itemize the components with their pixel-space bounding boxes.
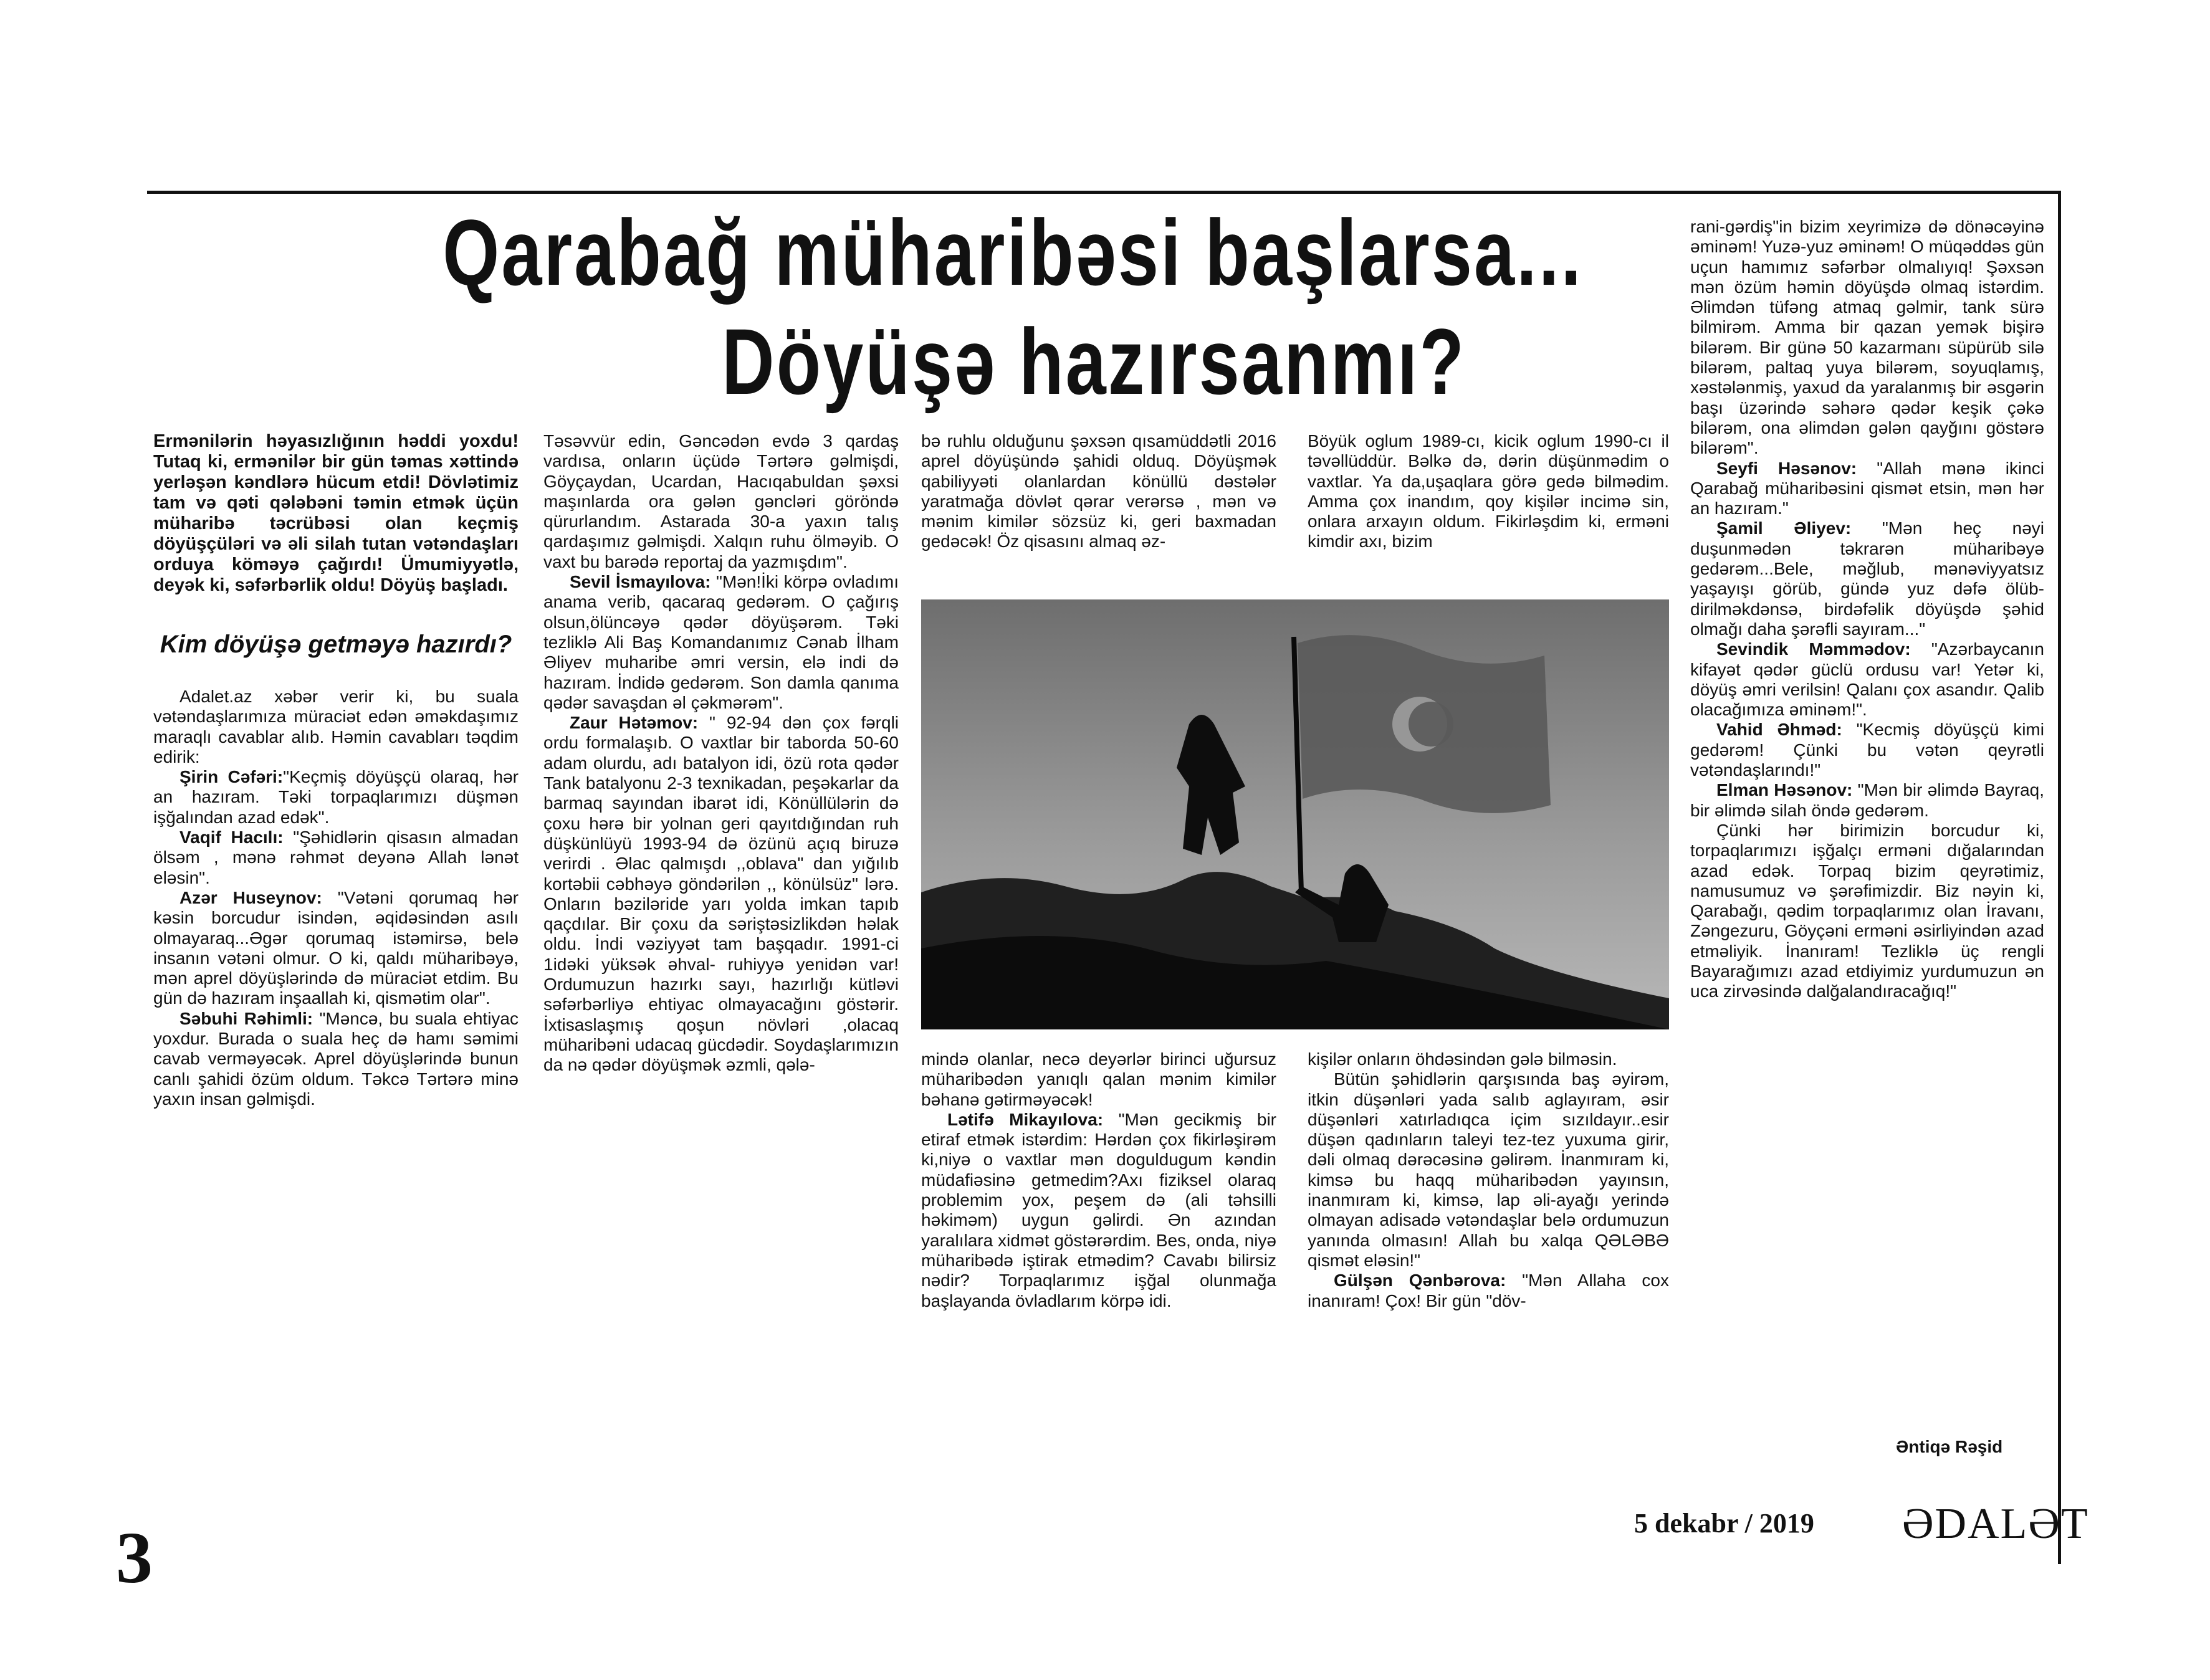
paragraph: bə ruhlu olduğunu şəxsən qısamüddətli 2016 aprel döyüşündə şahidi olduq. Döyüşmək qabiliyyəti olanlardan könüllü dəstələr yaratmağa dövlət qərar verərsə , mən və mənim kimilər sözsüz ki, geri baxmadan gedəcək! Öz qisasını almaq əz- bbox=[921, 431, 1276, 551]
speaker-name: Səbuhi Rəhimli: bbox=[179, 1008, 313, 1028]
answer-text: "Azərbaycanın kifayət qədər güclü ordusu var! Yetər ki, döyüş əmri verilsin! Qalanı çox asandır. Qalib olacağımıza əminəm!". bbox=[1690, 639, 2044, 720]
answer-text: "Məncə, bu suala ehtiyac yoxdur. Burada o suala heç də hamı səmimi cavab verməyəcək. Aprel döyüşlərində bunun canlı şahidi özüm oldum. Təkcə Tərtərə minə yaxın insan gəlmişdi. bbox=[153, 1008, 519, 1109]
photo-soldiers-raising-flag bbox=[921, 599, 1669, 1029]
answer bbox=[921, 1110, 1276, 1311]
speaker-name: Sevindik Məmmədov: bbox=[1716, 639, 1911, 659]
answer-text: "Mən heç nəyi duşunmədən təkrarən müharibəyə gedərəm...Bele, məğlub, mənəviyyatsız yaşayışı görüb, gündə yuz dəfə ölüb-dirilməkdənsə, birdəfəlik döyüşdə şəhid olmağı daha şərəfli sayıram..." bbox=[1690, 518, 2044, 639]
answer bbox=[153, 888, 519, 1009]
speaker-name: Şirin Cəfəri: bbox=[179, 767, 284, 787]
answer bbox=[1690, 518, 2044, 639]
answer bbox=[543, 572, 899, 713]
answer-text: "Vətəni qorumaq hər kəsin borcudur isindən, əqidəsindən asılı olmayaraq...Əgər qorumaq istəmirsə, belə insanın vətəni olmur. O ki, qaldı müharibəyə, mən aprel döyüşlərində də müraciət etdim. Bu gün də hazıram inşaallah ki, qismətim olar". bbox=[153, 887, 519, 1008]
answer bbox=[153, 828, 519, 888]
answer bbox=[153, 1009, 519, 1109]
paragraph: kişilər onların öhdəsindən gələ bilməsin. bbox=[1308, 1049, 1617, 1069]
answer bbox=[1308, 1271, 1669, 1311]
author-signature: Əntiqə Rəşid bbox=[1896, 1437, 2003, 1456]
paragraph: Böyük oglum 1989-cı, kicik oglum 1990-cı il təvəllüddür. Bəlkə də, dərin düşünmədim o vaxtlar. Ya da,uşaqlara görə gedə bilmədim. Amma çox inandım, qoy kişilər incimə sin, onlara arxayın oldum. Fikirləşdim ki, erməni kimdir axı, bizim bbox=[1308, 431, 1669, 551]
paragraph: rani-gərdiş"in bizim xeyrimizə də dönəcəyinə əminəm! Yuzə-yuz əminəm! O müqəddəs gün uçun hamımız səfərbər olmalıyıq! Şəxsən mən özüm həmin döyüşdə olmaq istərdim. Əlimdən tüfəng atmaq gəlmir, tank sürə bilmirəm. Amma bir qazan yemək bişirə bilərəm. Bir günə 50 kazarmanı süpürüb silə bilərəm, paltaq yuya bilərəm, soyuqlamış, xəstələnmiş, yaxud da yaralanmış bir əsgərin başı üzərində səhərə qədər keşik çəkə bilərəm, ona əlimdən gələn qayğını göstərə bilərəm". bbox=[1690, 217, 2044, 458]
answer-text: "Kecmiş döyüşçü kimi gedərəm! Çünki bu vətən qeyrətli vətəndaşlarındı!" bbox=[1690, 720, 2044, 780]
top-rule bbox=[147, 191, 2059, 194]
column-1 bbox=[153, 431, 519, 1109]
newspaper-masthead: ƏDALƏT bbox=[1902, 1500, 2089, 1548]
headline-line-1: Qarabağ müharibəsi başlarsa... bbox=[442, 200, 1584, 305]
paragraph: Təsəvvür edin, Gəncədən evdə 3 qardaş vardısa, onların üçüdə Tərtərə gəlmişdi, Göyçaydan, Ucardan, Hacıqabuldan şəxsi maşınlarda ora gələn gəncləri göröndə qürurlandım. Astarada 30-a yaxın talış qardaşımız gəlmişdi. Xalqın ruhu ölməyib. O vaxt bu barədə reportaj da yazmışdım". bbox=[543, 431, 899, 571]
paragraph: Çünki hər birimizin borcudur ki, torpaqlarımızı işğalçı erməni dığalarından azad edək. Torpaq bizim qeyrətimiz, namusumuz və şərəfimizdir. Biz nəyin ki, Qarabağı, qədim torpaqlarımız olan İravanı, Zəngezuru, Göyçəni erməni əsirliyindən azad etməliyik. İnanıram! Tezliklə üç rengli Bayarağımızı azad etdiyimiz yurdumuzun ən uca zirvəsində dalğalandıracağıq!" bbox=[1690, 820, 2044, 1001]
speaker-name: Gülşən Qənbərova: bbox=[1334, 1271, 1506, 1291]
answer-text: "Şəhidlərin qisasın almadan ölsəm , mənə rəhmət deyənə Allah lənət eləsin". bbox=[153, 828, 519, 887]
answer-text: "Mən Allaha cox inanıram! Çox! Bir gün "döv- bbox=[1308, 1271, 1669, 1310]
headline bbox=[147, 198, 1751, 416]
speaker-name: Lətifə Mikayılova: bbox=[947, 1109, 1104, 1129]
answer bbox=[1690, 639, 2044, 720]
paragraph: Bütün şəhidlərin qarşısında baş əyirəm, itkin düşənləri yada salıb aglayıram, əsir düşənləri xatırladıqca içim sızıldayır..esir düşən qadınların taleyi tez-tez yuxuma girir, dəli olmaq dərəcəsinə gəlirəm. İnanmıram ki, kimsə bu haqq müharibədən yayınsın, inanmıram ki, kimsə, lap əli-ayağı yerində olmayan adisadə vətəndaşlar belə ordumuzun yanında olmasın! Allah bu xalqa QƏLƏBƏ qismət eləsin!" bbox=[1308, 1069, 1669, 1270]
column-4-bottom bbox=[1308, 1049, 1669, 1311]
headline-line-2: Döyüşə hazırsanmı? bbox=[722, 309, 1466, 414]
speaker-name: Elman Həsənov: bbox=[1716, 780, 1853, 800]
intro-paragraph: Adalet.az xəbər verir ki, bu suala vətəndaşlarımıza müraciət edən əməkdaşımız maraqlı cavablar alıb. Həmin cavabları təqdim edirik: bbox=[153, 687, 519, 766]
speaker-name: Vahid Əhməd: bbox=[1716, 720, 1842, 740]
answer-text: "Mən bir əlimdə Bayraq, bir əlimdə silah öndə gedərəm. bbox=[1690, 780, 2045, 820]
answer-text: "Mən gecikmiş bir etiraf etmək istərdim: Hərdən çox fikirləşirəm ki,niyə o vaxtlar mən doguldugum kəndin müdafiəsinə getmedim?Axı fiziksel olaraq problemim yox, peşem də (ali təhsilli həkiməm) uygun gəlirdi. Ən azından yaralılara xidmət göstərərdim. Bes, onda, niyə müharibədə iştirak etmədim? Cavabı bilirsiz nədir? Torpaqlarımız işğal olunmağa başlayanda övladlarım körpə idi. bbox=[921, 1109, 1276, 1310]
column-3-bottom bbox=[921, 1049, 1276, 1311]
issue-date: 5 dekabr / 2019 bbox=[1634, 1508, 1814, 1539]
answer-text: "Mən!İki körpə ovladımı anama verib, qacaraq gedərəm. O çağırış olsun,ölüncəyə qədər döyüşərəm. Təki tezliklə Ali Baş Komandanımız Cənab İlham Əliyev muharibe əmri versin, elə indi də hazıram. İndidə gedərəm. Son damla qanıma qədər savaşdan əl çəkmərəm". bbox=[543, 572, 899, 712]
column-5 bbox=[1690, 217, 2044, 1002]
answer-text: " 92-94 dən çox fərqli ordu formalaşıb. O vaxtlar bir taborda 50-60 adam olurdu, adı batalyon idi, özü rota qədər Tank batalyonu 2-3 texnikadan, peşəkarlar da barmaq sayından ibarət idi, Könüllülərin də çoxu hərə bir yolnan geri qayıtdığından ruh düşkünlüyü 1993-94 də özünü açıq biruzə verirdi . Əlac qalmışdı ,,oblava" dan yığılıb kortəbii cəbhəyə göndərilən ,, könülsüz" lərə. Onların bəziləride yarı yolda imkan tapıb qaçdılar. Bir çoxu da səriştəsizlikdən həlak oldu. İndi vəziyyət tam başqadır. 1991-ci 1idəki yüksək əhval- ruhiyyə yenidən var! Ordumuzun hazırkı sayı, hazırlığı kütləvi səfərbərliyə ehtiyac olmayacağını göstərir. İxtisaslaşmış qoşun növləri ,olacaq müharibəni udacaq gücdədir. Soydaşlarımızın da nə qədər döyüşmək əzmli, qələ- bbox=[543, 713, 899, 1075]
page-number: 3 bbox=[116, 1517, 153, 1598]
photo-illustration bbox=[921, 599, 1669, 1029]
column-2 bbox=[543, 431, 899, 1076]
answer bbox=[543, 713, 899, 1075]
column-3-top bbox=[921, 431, 1276, 552]
speaker-name: Vaqif Hacılı: bbox=[179, 828, 284, 847]
right-rule bbox=[2058, 191, 2061, 1564]
answer-text: "Allah mənə ikinci Qarabağ müharibəsini qismət etsin, mən hər an hazıram." bbox=[1690, 458, 2044, 518]
speaker-name: Seyfi Həsənov: bbox=[1716, 458, 1857, 478]
subheading: Kim döyüşə getməyə hazırdı? bbox=[160, 631, 512, 658]
answer bbox=[1690, 720, 2044, 780]
lead-paragraph: Ermənilərin həyasızlığının həddi yoxdu! Tutaq ki, ermənilər bir gün təmas xəttində yerləşən kəndlərə hücum etdi! Dövlətimiz tam və qəti qələbəni təmin etmək üçün müharibə təcrübəsi olan keçmiş döyüşçüləri və əli silah tutan vətəndaşları orduya köməyə çağırdı! Ümumiyyətlə, deyək ki, səfərbərlik oldu! Döyüş başladı. bbox=[153, 431, 519, 595]
answer bbox=[1690, 459, 2044, 519]
answer bbox=[153, 767, 519, 828]
speaker-name: Azər Huseynov: bbox=[179, 887, 322, 907]
answer-text: "Keçmiş döyüşçü olaraq, hər an hazıram. Təki torpaqlarımızı düşmən işğalından azad edək". bbox=[153, 767, 519, 827]
speaker-name: Zaur Hətəmov: bbox=[570, 713, 699, 733]
column-4-top bbox=[1308, 431, 1669, 552]
speaker-name: Sevil İsmayılova: bbox=[570, 572, 711, 592]
answer bbox=[1690, 780, 2044, 821]
paragraph: mində olanlar, necə deyərlər birinci uğursuz müharibədən yanıqlı qalan mənim kimilər bəhanə gətirməyəcək! bbox=[921, 1049, 1276, 1109]
speaker-name: Şamil Əliyev: bbox=[1716, 518, 1852, 538]
